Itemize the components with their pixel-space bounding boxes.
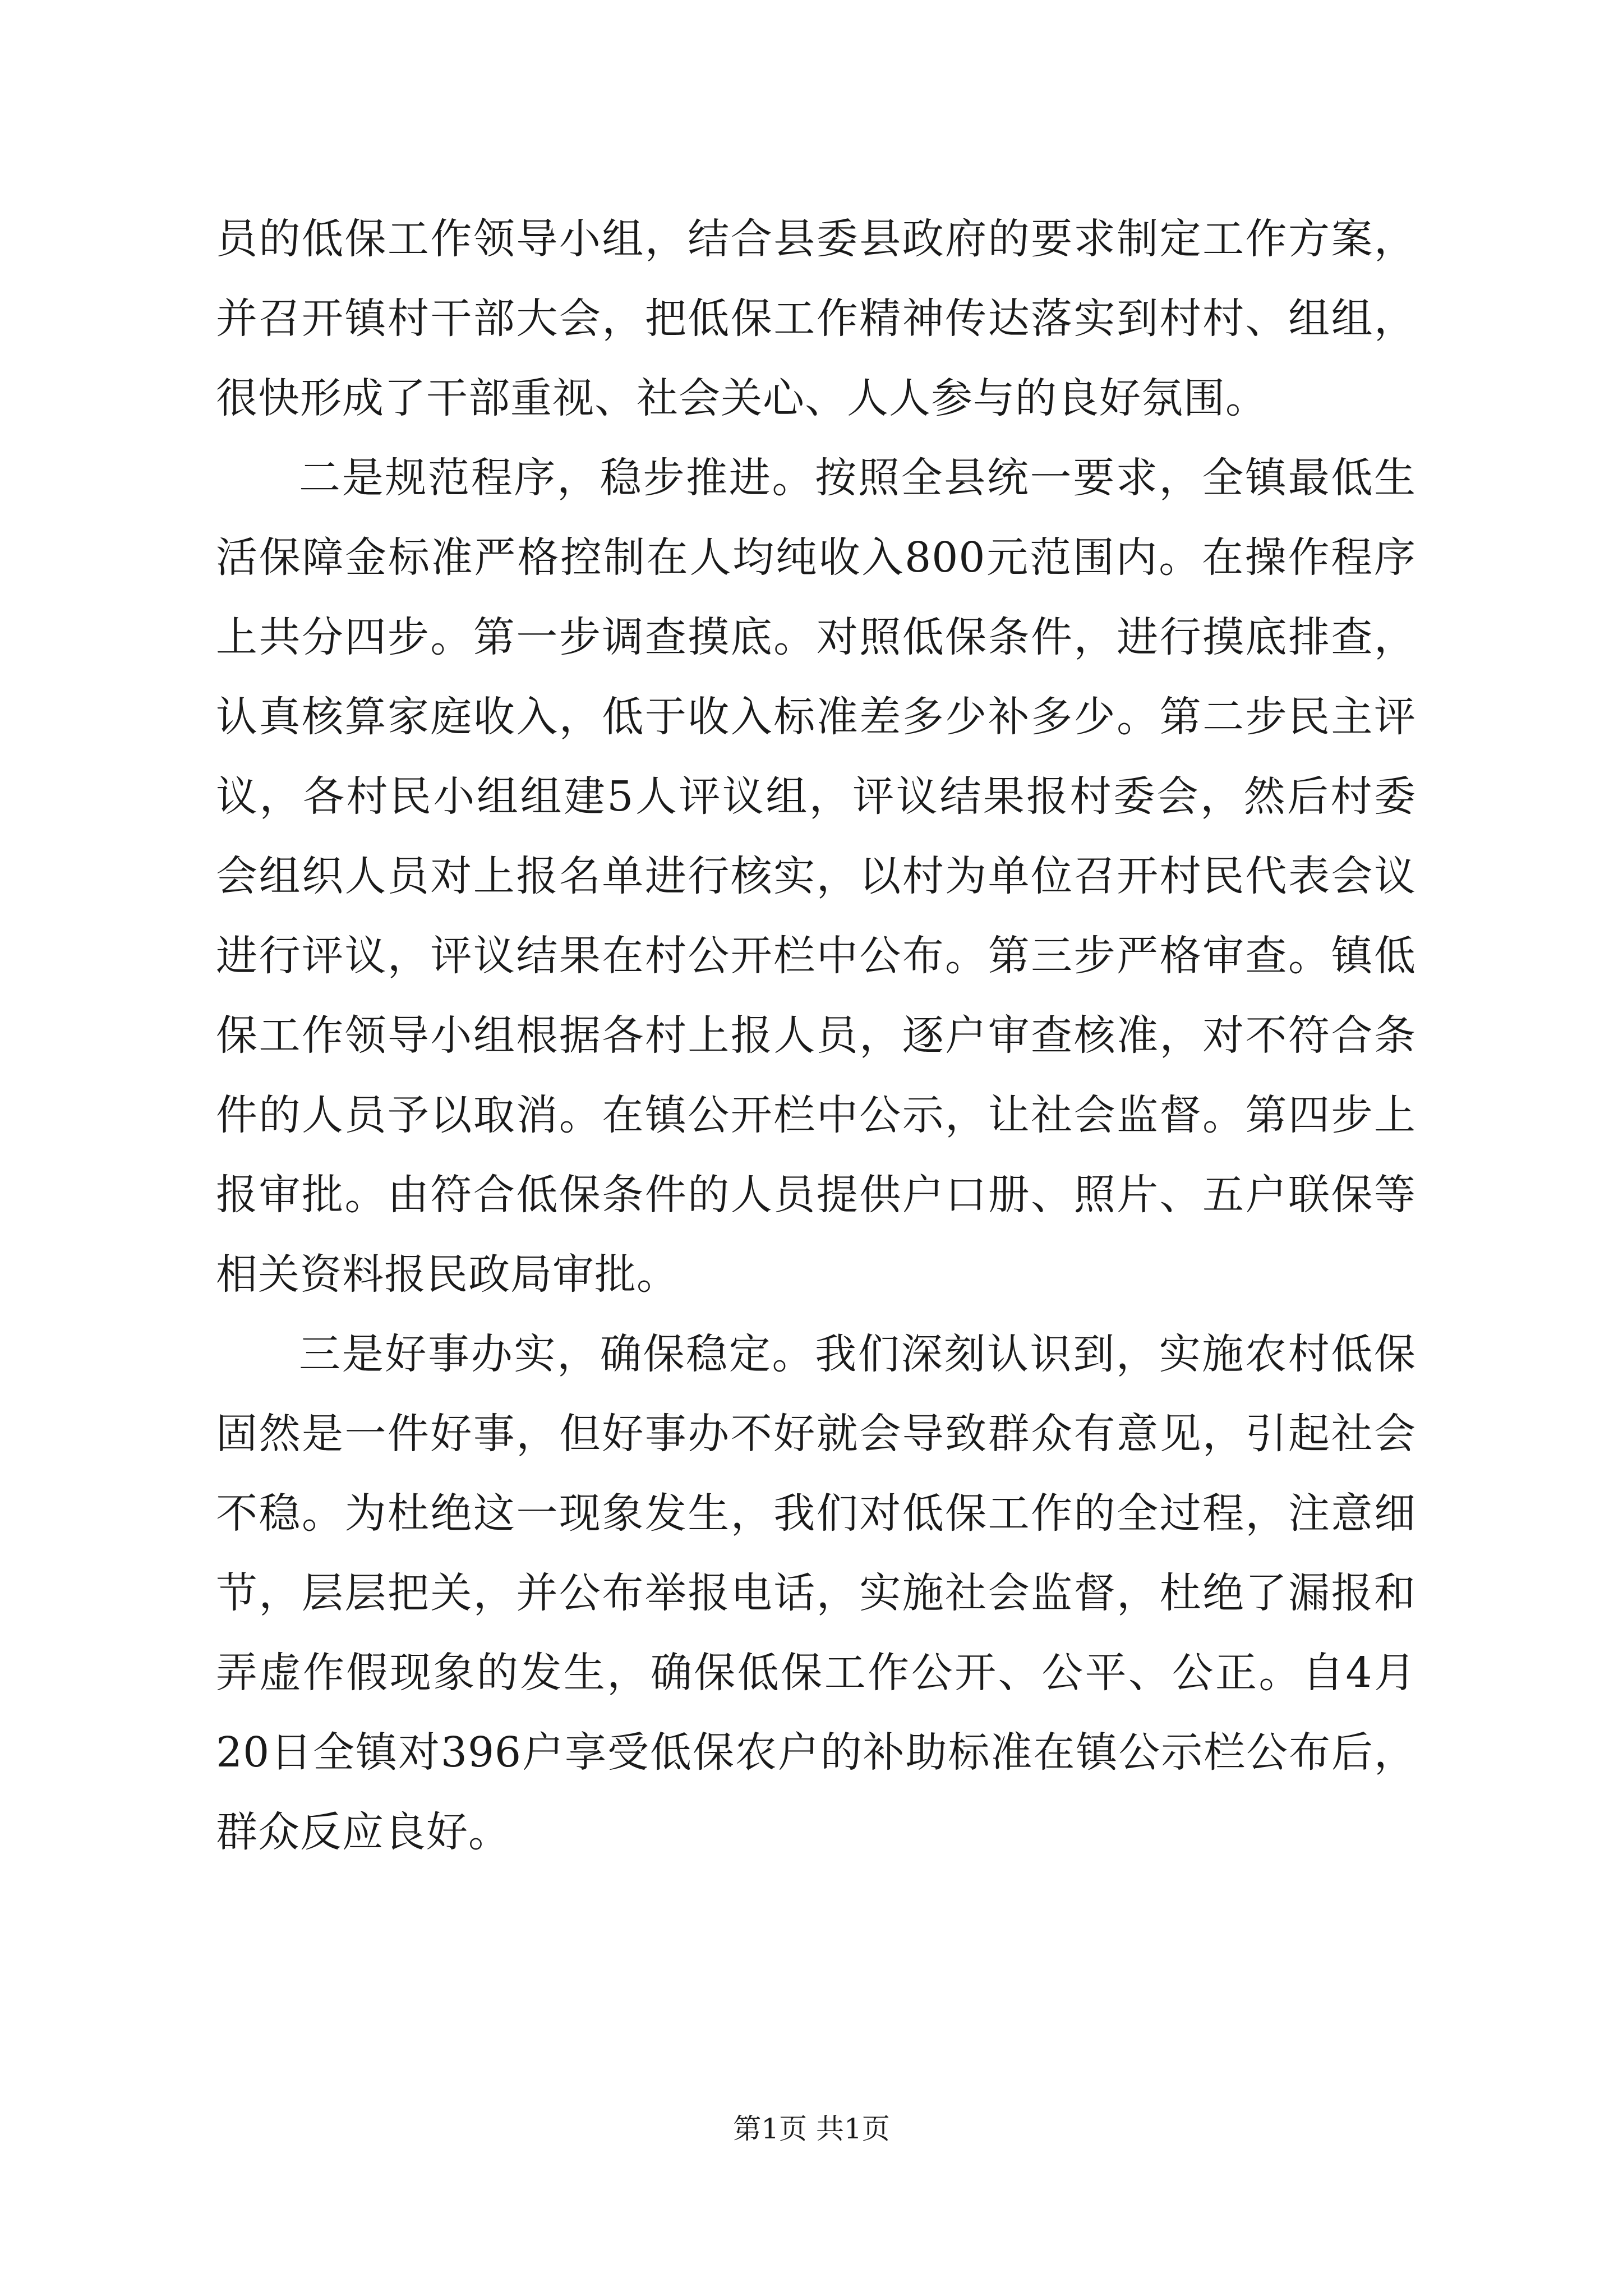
paragraph-1: 员的低保工作领导小组，结合县委县政府的要求制定工作方案，并召开镇村干部大会，把低保工作精神传达落实到村村、组组，很快形成了干部重视、社会关心、人人参与的良好氛围。 bbox=[216, 215, 1416, 422]
page-footer: 第1页 共1页 bbox=[733, 2113, 890, 2145]
paragraph-3: 三是好事办实，确保稳定。我们深刻认识到，实施农村低保固然是一件好事，但好事办不好就会导致群众有意见，引起社会不稳。为杜绝这一现象发生，我们对低保工作的全过程，注意细节，层层把关，并公布举报电话，实施社会监督，杜绝了漏报和弄虚作假现象的发生，确保低保工作公开、公平、公正。自4月20日全镇对396户享受低保农户的补助标准在镇公示栏公布后，群众反应良好。 bbox=[216, 1330, 1416, 1856]
paragraph-2: 二是规范程序，稳步推进。按照全县统一要求，全镇最低生活保障金标准严格控制在人均纯收入800元范围内。在操作程序上共分四步。第一步调查摸底。对照低保条件，进行摸底排查，认真核算家庭收入，低于收入标准差多少补多少。第二步民主评议，各村民小组组建5人评议组，评议结果报村委会，然后村委会组织人员对上报名单进行核实，以村为单位召开村民代表会议进行评议，评议结果在村公开栏中公布。第三步严格审查。镇低保工作领导小组根据各村上报人员，逐户审查核准，对不符合条件的人员予以取消。在镇公开栏中公示，让社会监督。第四步上报审批。由符合低保条件的人员提供户口册、照片、五户联保等相关资料报民政局审批。 bbox=[216, 454, 1416, 1299]
document-body bbox=[216, 199, 1416, 1872]
